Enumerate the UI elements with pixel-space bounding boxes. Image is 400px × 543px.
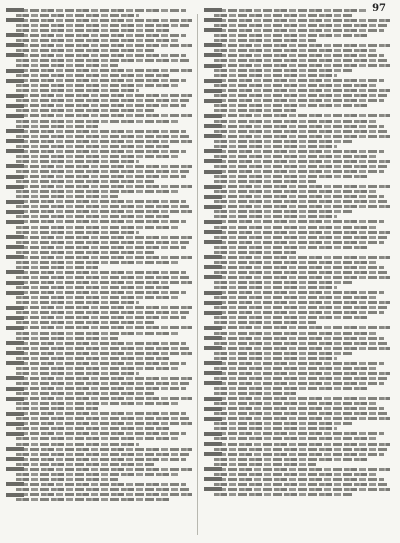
entry-line: [214, 215, 337, 218]
entry-line: [214, 145, 337, 148]
entry-line: [214, 387, 367, 390]
entry-line: [214, 130, 387, 133]
entry-line: [214, 448, 387, 451]
entry-line: [204, 89, 390, 92]
entry-line: [204, 99, 384, 102]
entry-line: [204, 54, 384, 57]
entry-line: [6, 104, 186, 107]
entry-line: [214, 140, 354, 143]
entry-line: [204, 468, 390, 471]
page-number: 97: [372, 3, 386, 14]
entry-line: [214, 332, 378, 335]
entry-line: [6, 150, 186, 153]
entry-line: [214, 34, 367, 37]
entry-line: [16, 39, 180, 42]
entry-line: [214, 180, 316, 183]
entry-line: [6, 432, 186, 435]
entry-line: [6, 458, 186, 461]
entry-line: [6, 175, 186, 178]
entry-line: [204, 478, 384, 481]
entry-line: [6, 44, 192, 47]
entry-line: [214, 281, 354, 284]
entry-line: [16, 155, 180, 158]
entry-line: [16, 29, 169, 32]
entry-line: [16, 74, 169, 77]
entry-line: [204, 326, 390, 329]
entry-line: [6, 342, 186, 345]
entry-line: [214, 493, 354, 496]
entry-line: [16, 427, 169, 430]
entry-line: [214, 367, 378, 370]
entry-line: [16, 241, 189, 244]
entry-line: [204, 301, 390, 304]
entry-line: [214, 286, 337, 289]
entry-line: [214, 84, 378, 87]
entry-line: [16, 99, 189, 102]
entry-line: [214, 483, 387, 486]
entry-line: [214, 104, 367, 107]
entry-line: [6, 185, 192, 188]
entry-line: [6, 236, 192, 239]
entry-line: [16, 337, 118, 340]
entry-line: [16, 14, 139, 17]
entry-line: [204, 337, 384, 340]
entry-line: [204, 79, 384, 82]
entry-line: [204, 64, 390, 67]
entry-line: [16, 372, 139, 375]
entry-line: [204, 9, 368, 12]
entry-line: [214, 49, 378, 52]
entry-line: [204, 347, 390, 350]
entry-line: [6, 220, 186, 223]
entry-line: [204, 311, 384, 314]
entry-line: [6, 377, 192, 380]
entry-line: [214, 357, 337, 360]
entry-line: [214, 412, 387, 415]
entry-line: [16, 64, 118, 67]
entry-line: [16, 49, 156, 52]
entry-line: [6, 397, 192, 400]
entry-line: [204, 135, 390, 138]
entry-line: [214, 458, 367, 461]
entry-line: [6, 79, 186, 82]
entry-line: [16, 120, 180, 123]
entry-line: [214, 437, 378, 440]
entry-line: [6, 291, 186, 294]
entry-line: [214, 94, 387, 97]
entry-line: [16, 226, 180, 229]
entry-line: [6, 448, 192, 451]
entry-line: [16, 453, 189, 456]
entry-line: [6, 422, 192, 425]
entry-line: [16, 478, 118, 481]
entry-line: [214, 69, 354, 72]
entry-line: [214, 200, 387, 203]
entry-line: [204, 266, 384, 269]
entry-line: [16, 463, 156, 466]
entry-line: [214, 210, 354, 213]
entry-line: [16, 407, 98, 410]
entry-line: [214, 24, 387, 27]
entry-line: [16, 417, 189, 420]
entry-line: [204, 453, 384, 456]
entry-line: [6, 165, 192, 168]
entry-line: [214, 251, 296, 254]
entry-line: [16, 311, 189, 314]
entry-line: [6, 387, 186, 390]
entry-line: [204, 19, 390, 22]
entry-line: [16, 170, 189, 173]
entry-line: [214, 120, 378, 123]
entry-line: [204, 231, 390, 234]
entry-line: [6, 362, 186, 365]
entry-line: [6, 69, 192, 72]
entry-line: [16, 145, 169, 148]
entry-line: [16, 332, 180, 335]
entry-line: [16, 190, 180, 193]
entry-line: [214, 422, 354, 425]
entry-line: [214, 392, 296, 395]
entry-line: [16, 321, 156, 324]
entry-line: [6, 130, 186, 133]
entry-line: [204, 205, 390, 208]
entry-line: [204, 417, 390, 420]
entry-line: [214, 321, 316, 324]
entry-line: [16, 437, 180, 440]
entry-line: [204, 256, 390, 259]
entry-line: [16, 215, 169, 218]
entry-line: [214, 39, 316, 42]
entry-line: [16, 59, 189, 62]
column-divider: [197, 14, 198, 535]
entry-line: [214, 352, 354, 355]
entry-line: [204, 160, 390, 163]
entry-line: [6, 9, 186, 12]
entry-line: [16, 231, 139, 234]
entry-line: [204, 397, 390, 400]
entry-line: [16, 347, 189, 350]
entry-line: [16, 109, 156, 112]
entry-line: [214, 473, 378, 476]
entry-line: [204, 125, 384, 128]
entry-line: [214, 463, 316, 466]
entry-line: [204, 150, 384, 153]
entry-line: [204, 114, 390, 117]
entry-line: [16, 392, 156, 395]
entry-line: [214, 427, 337, 430]
entry-line: [204, 185, 390, 188]
entry-line: [214, 306, 387, 309]
entry-line: [204, 241, 384, 244]
entry-line: [204, 276, 390, 279]
entry-line: [16, 180, 156, 183]
entry-line: [204, 432, 384, 435]
entry-line: [16, 498, 169, 501]
left-column: [6, 8, 192, 537]
entry-line: [6, 256, 192, 259]
entry-line: [6, 210, 192, 213]
entry-line: [204, 29, 384, 32]
entry-line: [6, 326, 192, 329]
entry-line: [6, 483, 186, 486]
entry-line: [204, 382, 384, 385]
entry-line: [16, 367, 180, 370]
entry-line: [6, 468, 192, 471]
entry-line: [214, 236, 387, 239]
entry-line: [16, 276, 189, 279]
entry-line: [16, 402, 180, 405]
entry-line: [6, 352, 192, 355]
entry-line: [16, 261, 180, 264]
entry-line: [204, 44, 390, 47]
entry-line: [16, 443, 139, 446]
entry-line: [214, 74, 337, 77]
entry-line: [16, 286, 169, 289]
entry-line: [6, 306, 192, 309]
entry-line: [214, 342, 387, 345]
entry-line: [6, 34, 186, 37]
entry-line: [214, 261, 378, 264]
entry-line: [6, 114, 192, 117]
entry-line: [214, 59, 387, 62]
entry-line: [6, 316, 186, 319]
entry-line: [6, 493, 192, 496]
entry-line: [16, 266, 98, 269]
entry-line: [214, 14, 354, 17]
entry-line: [204, 291, 384, 294]
entry-line: [214, 226, 378, 229]
entry-line: [214, 402, 378, 405]
entry-line: [16, 488, 189, 491]
entry-line: [16, 357, 169, 360]
right-column: [204, 8, 390, 537]
entry-line: [214, 377, 387, 380]
entry-line: [16, 473, 180, 476]
entry-line: [204, 220, 384, 223]
entry-line: [214, 175, 367, 178]
entry-line: [16, 125, 98, 128]
entry-line: [16, 251, 156, 254]
entry-line: [214, 296, 378, 299]
entry-line: [16, 160, 139, 163]
entry-line: [214, 109, 296, 112]
entry-line: [214, 271, 387, 274]
entry-line: [204, 362, 384, 365]
entry-line: [6, 19, 192, 22]
entry-line: [214, 155, 378, 158]
entry-line: [16, 89, 139, 92]
entry-line: [204, 195, 384, 198]
entry-line: [16, 382, 189, 385]
entry-line: [6, 200, 186, 203]
entry-line: [214, 165, 387, 168]
entry-line: [16, 301, 139, 304]
entry-line: [6, 140, 192, 143]
entry-line: [16, 195, 118, 198]
entry-line: [214, 316, 367, 319]
entry-line: [204, 372, 390, 375]
entry-line: [6, 54, 186, 57]
entry-line: [16, 84, 180, 87]
entry-line: [214, 246, 367, 249]
entry-line: [6, 281, 192, 284]
entry-line: [204, 407, 384, 410]
entry-line: [16, 205, 189, 208]
entry-line: [6, 412, 186, 415]
entry-line: [16, 296, 180, 299]
entry-line: [6, 94, 192, 97]
entry-line: [214, 190, 378, 193]
entry-line: [16, 24, 189, 27]
entry-line: [204, 488, 390, 491]
entry-line: [204, 443, 390, 446]
entry-line: [16, 135, 189, 138]
entry-line: [6, 246, 186, 249]
entry-line: [6, 271, 186, 274]
entry-line: [204, 170, 384, 173]
